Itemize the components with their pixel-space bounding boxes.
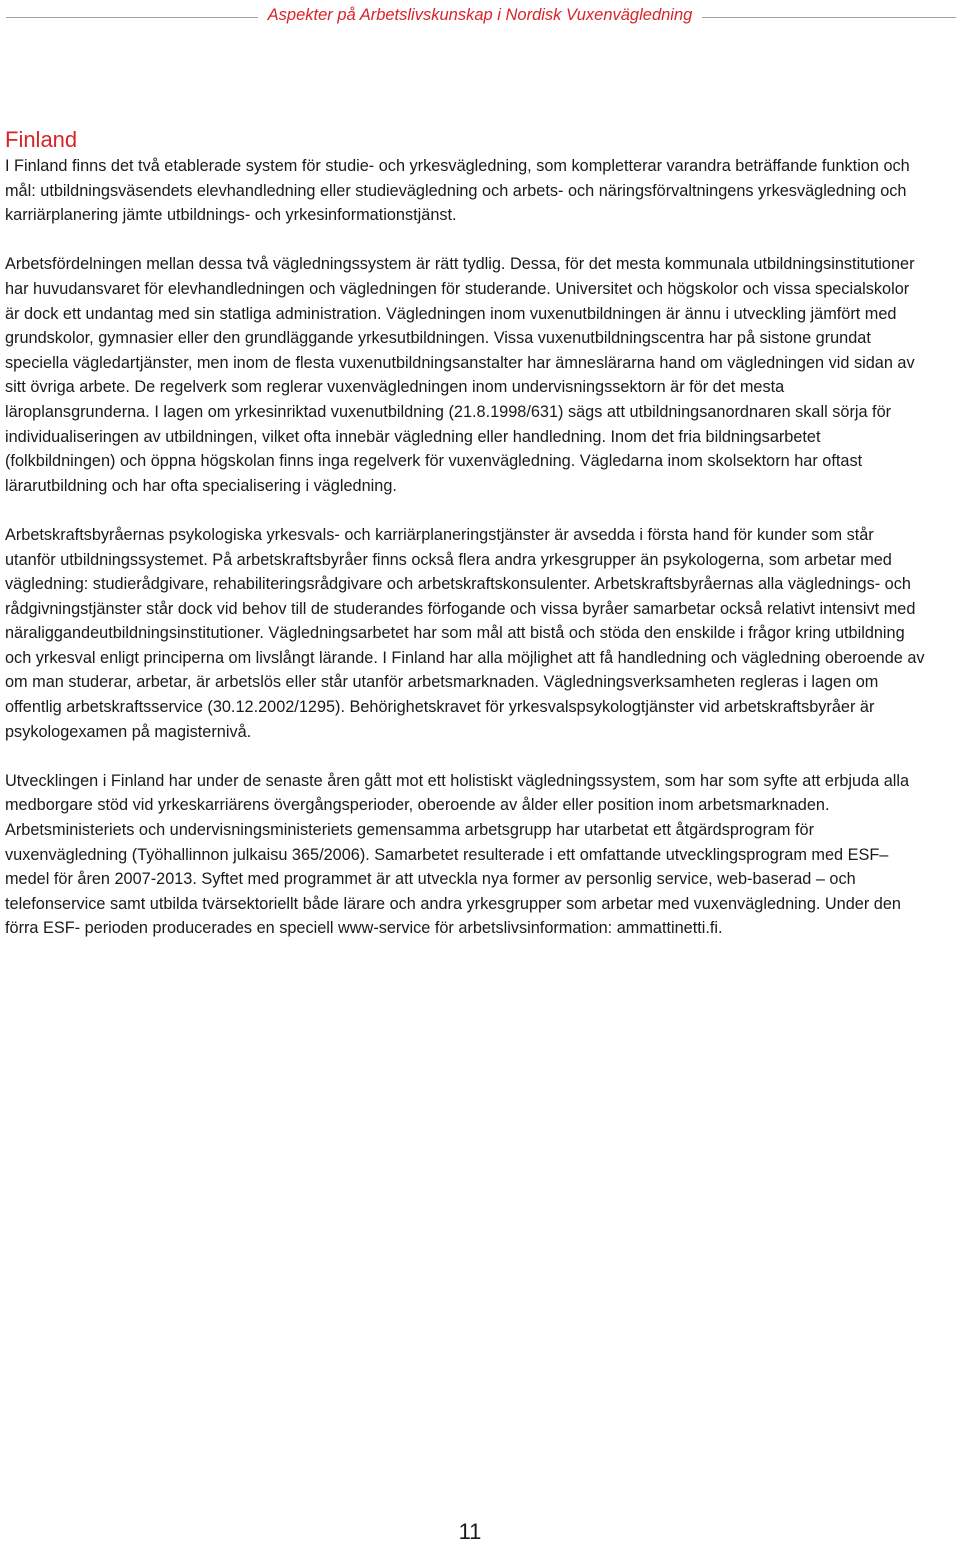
section-heading: Finland (5, 127, 78, 152)
paragraph-spacer (5, 228, 927, 253)
header-rule-left (6, 17, 258, 18)
paragraph-spacer (5, 498, 927, 523)
paragraph-2: Arbetsfördelningen mellan dessa två vägledningssystem är rätt tydlig. Dessa, för det mesta kommunala utbildningsinstitutioner har huvudansvaret för elevhandledningen och vägledningen för studerande. Universitet och högskolor och vissa specialskolor är dock ett undantag med sin statliga administration. Vägledningen inom vuxenutbildningen är ännu i utveckling jämfört med grundskolor, gymnasier eller den grundläggande yrkesutbildningen. Vissa vuxenutbildningscentra har på sistone grundat speciella vägledartjänster, men inom de flesta vuxenutbildningsanstalter har ämneslärarna hand om vägledningen vid sidan av sitt övriga arbete. De regelverk som reglerar vuxenvägledningen inom undervisningssektorn är för det mesta läroplansgrunderna. I lagen om yrkesinriktad vuxenutbildning (21.8.1998/631) sägs att utbildningsanordnaren skall sörja för individualiseringen av utbildningen, vilket ofta innebär vägledning eller handledning. Inom det fria bildningsarbetet (folkbildningen) och öppna högskolan finns inga regelverk för vuxenvägledning. Vägledarna inom skolsektorn har oftast lärarutbildning och har ofta specialisering i vägledning. (5, 255, 915, 495)
paragraph-1: I Finland finns det två etablerade system för studie- och yrkesvägledning, som kompletterar varandra beträffande funktion och mål: utbildningsväsendets elevhandledning eller studievägledning och arbets- och näringsförvaltningens yrkesvägledning och karriärplanering jämte utbildnings- och yrkesinformationstjänst. (5, 157, 910, 225)
main-content (5, 126, 927, 941)
header-rule-right (702, 17, 956, 18)
paragraph-4: Utvecklingen i Finland har under de senaste åren gått mot ett holistiskt vägledningssystem, som har som syfte att erbjuda alla medborgare stöd vid yrkeskarriärens övergångsperioder, oberoende av ålder eller position inom arbetsmarknaden. Arbetsministeriets och undervisningsministeriets gemensamma arbetsgrupp har utarbetat ett åtgärdsprogram för vuxenvägledning (Työhallinnon julkaisu 365/2006). Samarbetet resulterade i ett omfattande utvecklingsprogram med ESF–medel för åren 2007-2013. Syftet med programmet är att utveckla nya former av personlig service, web-baserad – och telefonservice samt utbilda tvärsektoriellt både lärare och andra yrkesgrupper som arbetar med vuxenvägledning. Under den förra ESF- perioden producerades en speciell www-service för arbetslivsinformation: ammattinetti.fi. (5, 771, 910, 938)
paragraph-3: Arbetskraftsbyråernas psykologiska yrkesvals- och karriärplaneringstjänster är avsedda i första hand för kunder som står utanför utbildningssystemet. På arbetskraftsbyråer finns också flera andra yrkesgrupper än psykologerna, som arbetar med vägledning: studierådgivare, rehabiliteringsrådgivare och arbetskraftskonsulenter. Arbetskraftsbyråernas alla väglednings- och rådgivningstjänster står dock vid behov till de studerandes förfogande och vissa byråer samarbetar också relativt intensivt med näraliggandeutbildningsinstitutioner. Vägledningsarbetet har som mål att bistå och stöda den enskilde i frågor kring utbildning och yrkesval enligt principerna om livslångt lärande. I Finland har alla möjlighet att få handledning och vägledning oberoende av om man studerar, arbetar, är arbetslös eller står utanför arbetsmarknaden. Vägledningsverksamheten regleras i lagen om offentlig arbetskraftsservice (30.12.2002/1295). Behörighetskravet för yrkesvalspsykologtjänster vid arbetskraftsbyråer är psykologexamen på magisternivå. (5, 525, 925, 741)
running-header (0, 4, 960, 28)
header-title: Aspekter på Arbetslivskunskap i Nordisk Vuxenvägledning (267, 6, 693, 24)
page-number: 11 (458, 1519, 482, 1544)
paragraph-spacer (5, 744, 927, 769)
